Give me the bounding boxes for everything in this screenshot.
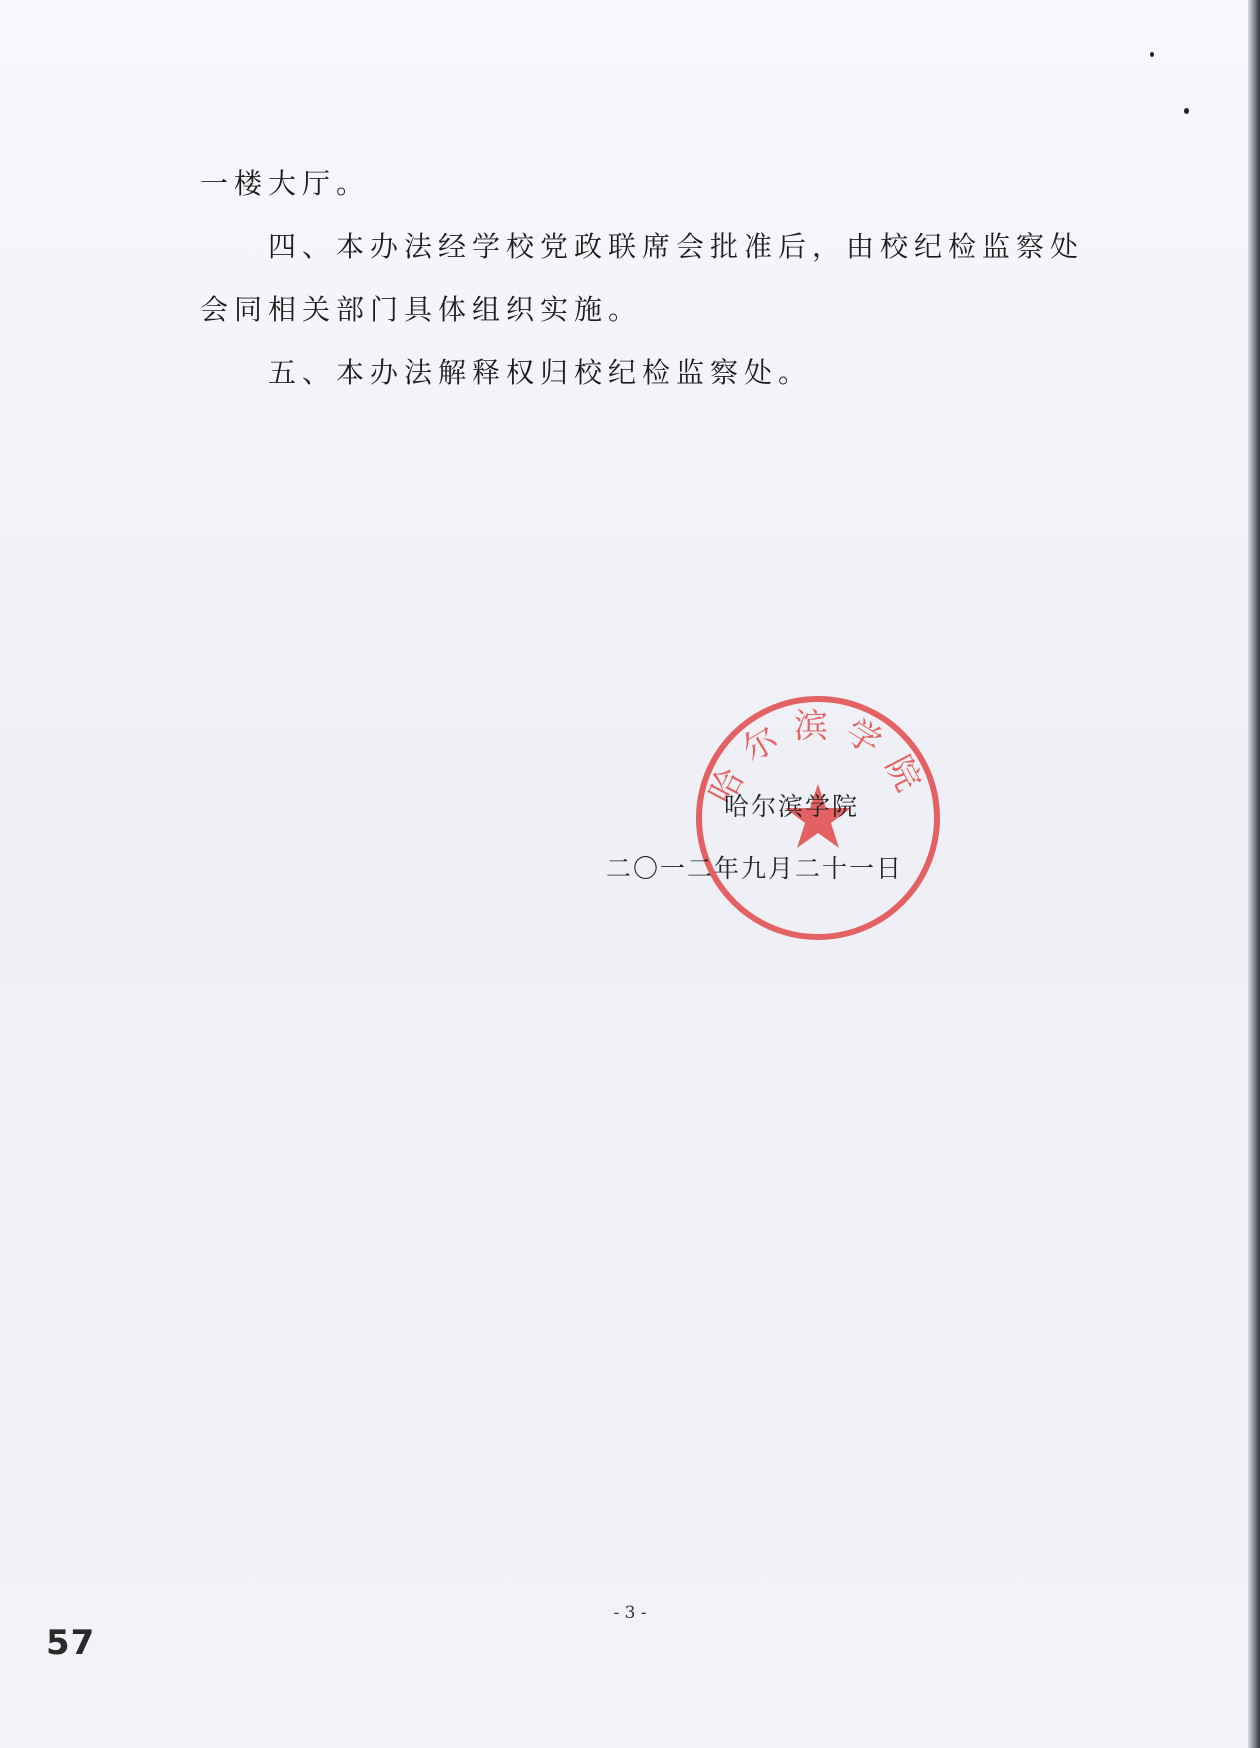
scan-edge	[1248, 0, 1260, 1748]
signing-date: 二〇一二年九月二十一日	[606, 854, 904, 883]
page-number: - 3 -	[613, 1603, 647, 1623]
body-line-1: 一楼大厅。	[200, 167, 371, 200]
signing-organization: 哈尔滨学院	[724, 792, 860, 821]
body-line-4: 五、本办法解释权归校纪检监察处。	[268, 356, 813, 389]
scan-speck	[1150, 52, 1154, 57]
archive-mark: 57	[46, 1623, 96, 1663]
scan-speck	[1184, 108, 1189, 114]
body-line-2: 四、本办法经学校党政联席会批准后，由校纪检监察处	[268, 230, 1085, 263]
body-line-3: 会同相关部门具体组织实施。	[200, 293, 643, 326]
seal-text: 哈尔滨学院	[703, 708, 933, 810]
